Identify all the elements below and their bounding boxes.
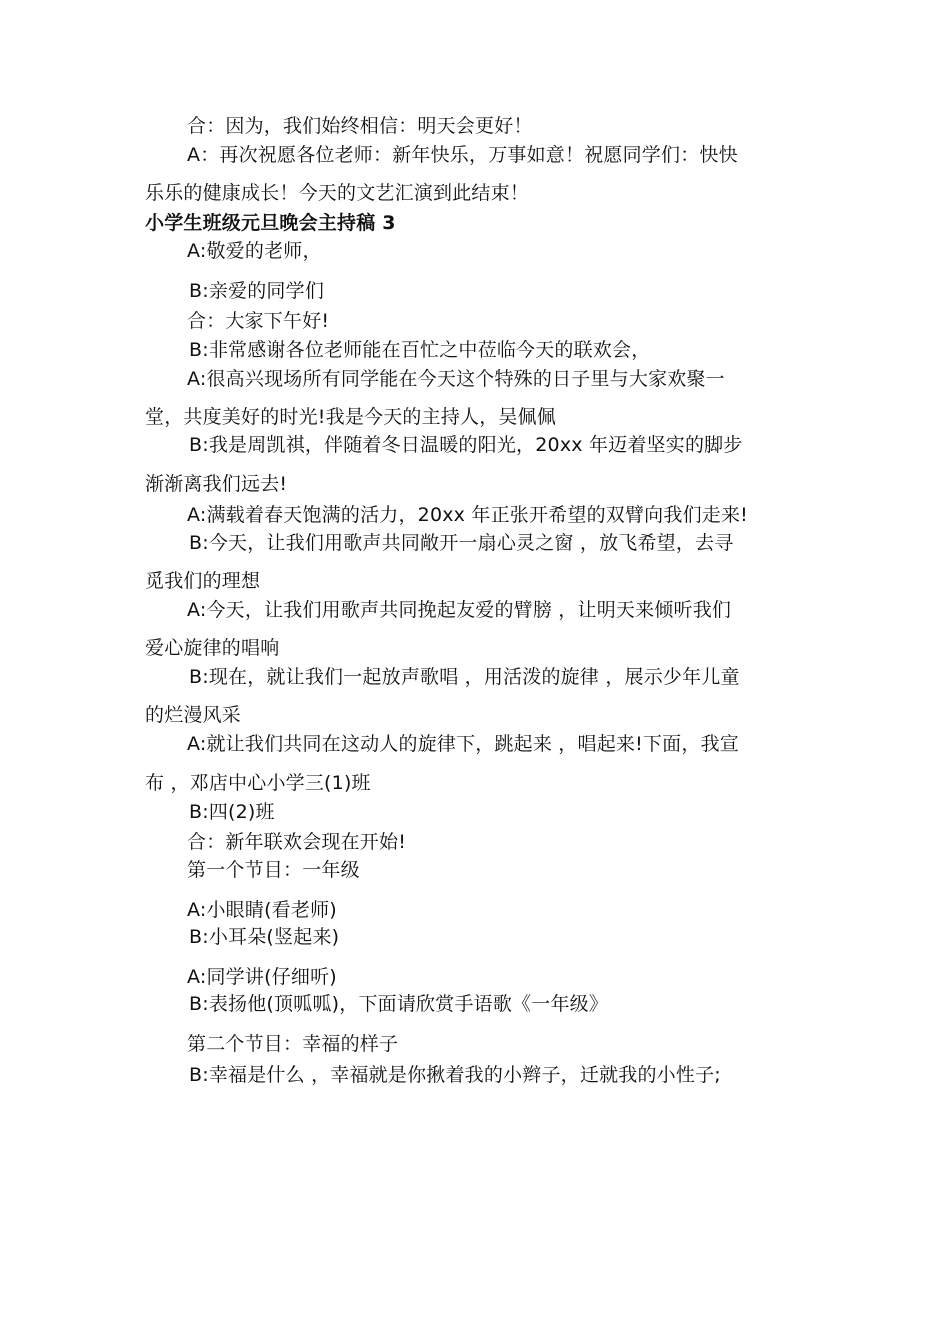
- section-heading: 小学生班级元旦晚会主持稿 3: [145, 212, 396, 234]
- text-line: 第一个节目：一年级: [187, 859, 360, 881]
- text-line: 合：新年联欢会现在开始!: [187, 831, 407, 853]
- text-line: 的烂漫风采: [145, 704, 242, 726]
- text-line: B:非常感谢各位老师能在百忙之中莅临今天的联欢会，: [189, 339, 651, 361]
- text-line: A:满载着春天饱满的活力，20xx 年正张开希望的双臂向我们走来!: [187, 504, 748, 526]
- text-line: 渐渐离我们远去!: [145, 473, 288, 495]
- text-line: B:表扬他(顶呱呱)，下面请欣赏手语歌《一年级》: [189, 993, 609, 1015]
- text-line: A:就让我们共同在这动人的旋律下，跳起来 ，唱起来!下面，我宣: [187, 733, 739, 755]
- text-line: A:今天，让我们用歌声共同挽起友爱的臂膀 ，让明天来倾听我们: [187, 599, 732, 621]
- text-line: B:小耳朵(竖起来): [189, 926, 340, 948]
- text-line: 合：因为，我们始终相信：明天会更好！: [187, 115, 533, 137]
- text-line: 堂，共度美好的时光!我是今天的主持人，吴佩佩: [145, 406, 557, 428]
- text-line: 觅我们的理想: [145, 570, 261, 592]
- text-line: 第二个节目：幸福的样子: [187, 1033, 399, 1055]
- text-line: B:今天，让我们用歌声共同敞开一扇心灵之窗 ，放飞希望，去寻: [189, 532, 734, 554]
- text-line: A:很高兴现场所有同学能在今天这个特殊的日子里与大家欢聚一: [187, 368, 725, 390]
- text-line: 合：大家下午好!: [187, 310, 330, 332]
- text-line: 布 ，邓店中心小学三(1)班: [145, 772, 371, 794]
- text-line: A：再次祝愿各位老师：新年快乐，万事如意！祝愿同学们：快快: [187, 144, 738, 166]
- text-line: A:小眼睛(看老师): [187, 899, 337, 921]
- text-line: B:现在，就让我们一起放声歌唱 ，用活泼的旋律 ，展示少年儿童: [189, 666, 740, 688]
- text-line: B:亲爱的同学们: [189, 280, 325, 302]
- text-line: B:幸福是什么 ，幸福就是你揪着我的小辫子，迁就我的小性子;: [189, 1064, 721, 1086]
- text-line: B:我是周凯祺，伴随着冬日温暖的阳光，20xx 年迈着坚实的脚步: [189, 434, 743, 456]
- text-line: A:同学讲(仔细听): [187, 966, 337, 988]
- text-line: B:四(2)班: [189, 801, 275, 823]
- text-line: 爱心旋律的唱响: [145, 637, 280, 659]
- text-line: A:敬爱的老师，: [187, 240, 322, 262]
- text-line: 乐乐的健康成长！今天的文艺汇演到此结束！: [145, 182, 530, 204]
